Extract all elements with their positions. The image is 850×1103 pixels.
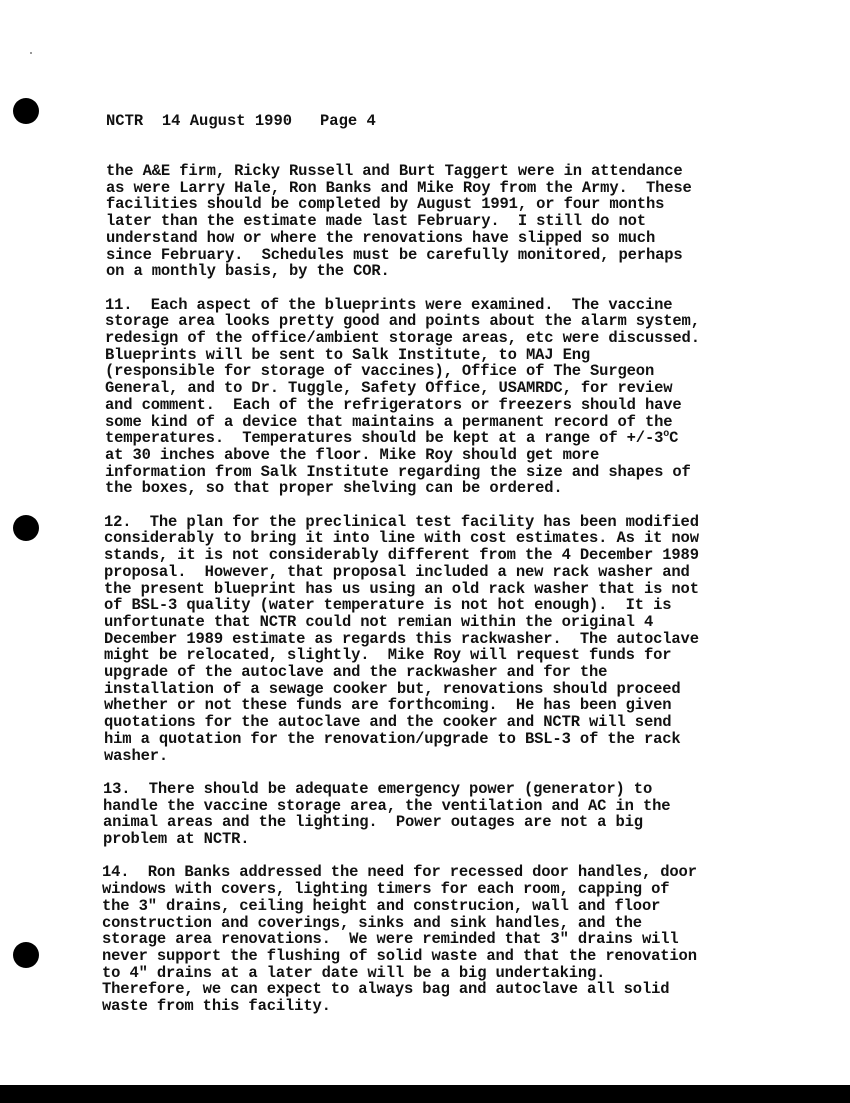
text-line: some kind of a device that maintains a permanent record of the	[105, 412, 673, 431]
text-line: to 4" drains at a later date will be a big undertaking.	[102, 963, 606, 982]
header-page-number: Page 4	[319, 112, 376, 130]
degree-superscript: o	[663, 429, 670, 441]
text-line: December 1989 estimate as regards this rackwasher. The autoclave	[104, 629, 699, 648]
text-line: information from Salk Institute regarding the size and shapes of	[105, 462, 691, 481]
punch-hole-top	[13, 98, 39, 124]
paragraph-12	[104, 514, 764, 765]
text-line: at 30 inches above the floor. Mike Roy should get more	[105, 445, 600, 464]
text-line: redesign of the office/ambient storage areas, etc were discussed.	[105, 329, 700, 348]
punch-hole-middle	[13, 515, 39, 541]
text-line: 14. Ron Banks addressed the need for recessed door handles, door	[102, 863, 697, 882]
text-line: washer.	[104, 746, 169, 765]
text-line: the boxes, so that proper shelving can be ordered.	[105, 479, 563, 498]
punch-hole-bottom	[13, 942, 39, 968]
text-line: facilities should be completed by August 1991, or four months	[106, 195, 665, 214]
text-line: 13. There should be adequate emergency power (generator) to	[103, 779, 653, 798]
text-line: since February. Schedules must be carefully monitored, perhaps	[106, 245, 683, 264]
text-line: handle the vaccine storage area, the ventilation and AC in the	[103, 796, 671, 815]
page-header	[106, 112, 376, 130]
memo-body	[104, 163, 764, 1031]
text-line: 12. The plan for the preclinical test facility has been modified	[104, 512, 699, 531]
paragraph-continuation	[106, 163, 764, 280]
text-line: unfortunate that NCTR could not remian within the original 4	[104, 612, 654, 631]
text-line: on a monthly basis, by the COR.	[106, 262, 390, 281]
paragraph-11	[105, 297, 764, 497]
text-line: Therefore, we can expect to always bag and autoclave all solid	[102, 980, 670, 999]
text-line: storage area looks pretty good and points about the alarm system,	[105, 312, 700, 331]
text-line: whether or not these funds are forthcoming. He has been given	[104, 696, 672, 715]
scan-speck	[30, 52, 32, 54]
text-line: Blueprints will be sent to Salk Institute, to MAJ Eng	[105, 345, 591, 364]
text-line: animal areas and the lighting. Power outages are not a big	[103, 813, 643, 832]
text-line: considerably to bring it into line with cost estimates. As it now	[104, 529, 699, 548]
paragraph-13	[103, 781, 764, 848]
text-line: later than the estimate made last February. I still do not	[106, 212, 646, 231]
paragraph-14	[102, 864, 764, 1014]
celsius-unit: C	[669, 429, 679, 448]
text-line: (responsible for storage of vaccines), Office of The Surgeon	[105, 362, 655, 381]
temperature-text: temperatures. Temperatures should be kept at a range of +/-3	[105, 429, 664, 448]
temperature-line	[105, 430, 764, 447]
text-line: the 3" drains, ceiling height and construcion, wall and floor	[102, 896, 661, 915]
text-line: never support the flushing of solid waste and that the renovation	[102, 946, 697, 965]
text-line: storage area renovations. We were reminded that 3" drains will	[102, 930, 679, 949]
text-line: the present blueprint has us using an old rack washer that is not	[104, 579, 699, 598]
text-line: understand how or where the renovations have slipped so much	[106, 228, 656, 247]
text-line: him a quotation for the renovation/upgrade to BSL-3 of the rack	[104, 729, 681, 748]
text-line: and comment. Each of the refrigerators or freezers should have	[105, 395, 682, 414]
text-line: the A&E firm, Ricky Russell and Burt Taggert were in attendance	[106, 162, 683, 180]
text-line: waste from this facility.	[102, 997, 331, 1016]
text-line: General, and to Dr. Tuggle, Safety Office, USAMRDC, for review	[105, 379, 673, 398]
header-date: 14 August 1990	[161, 112, 293, 130]
header-org: NCTR	[106, 112, 144, 130]
text-line: might be relocated, slightly. Mike Roy will request funds for	[104, 646, 672, 665]
text-line: construction and coverings, sinks and sink handles, and the	[102, 913, 642, 932]
text-line: as were Larry Hale, Ron Banks and Mike Roy from the Army. These	[106, 178, 692, 197]
text-line: 11. Each aspect of the blueprints were examined. The vaccine	[105, 295, 673, 314]
text-line: upgrade of the autoclave and the rackwasher and for the	[104, 663, 608, 682]
text-line: problem at NCTR.	[103, 830, 250, 849]
text-line: installation of a sewage cooker but, renovations should proceed	[104, 679, 681, 698]
text-line: windows with covers, lighting timers for each room, capping of	[102, 880, 670, 899]
scan-bottom-border	[0, 1085, 850, 1103]
text-line: of BSL-3 quality (water temperature is not hot enough). It is	[104, 596, 672, 615]
text-line: quotations for the autoclave and the cooker and NCTR will send	[104, 713, 672, 732]
text-line: proposal. However, that proposal included a new rack washer and	[104, 562, 690, 581]
text-line: stands, it is not considerably different from the 4 December 1989	[104, 546, 699, 565]
